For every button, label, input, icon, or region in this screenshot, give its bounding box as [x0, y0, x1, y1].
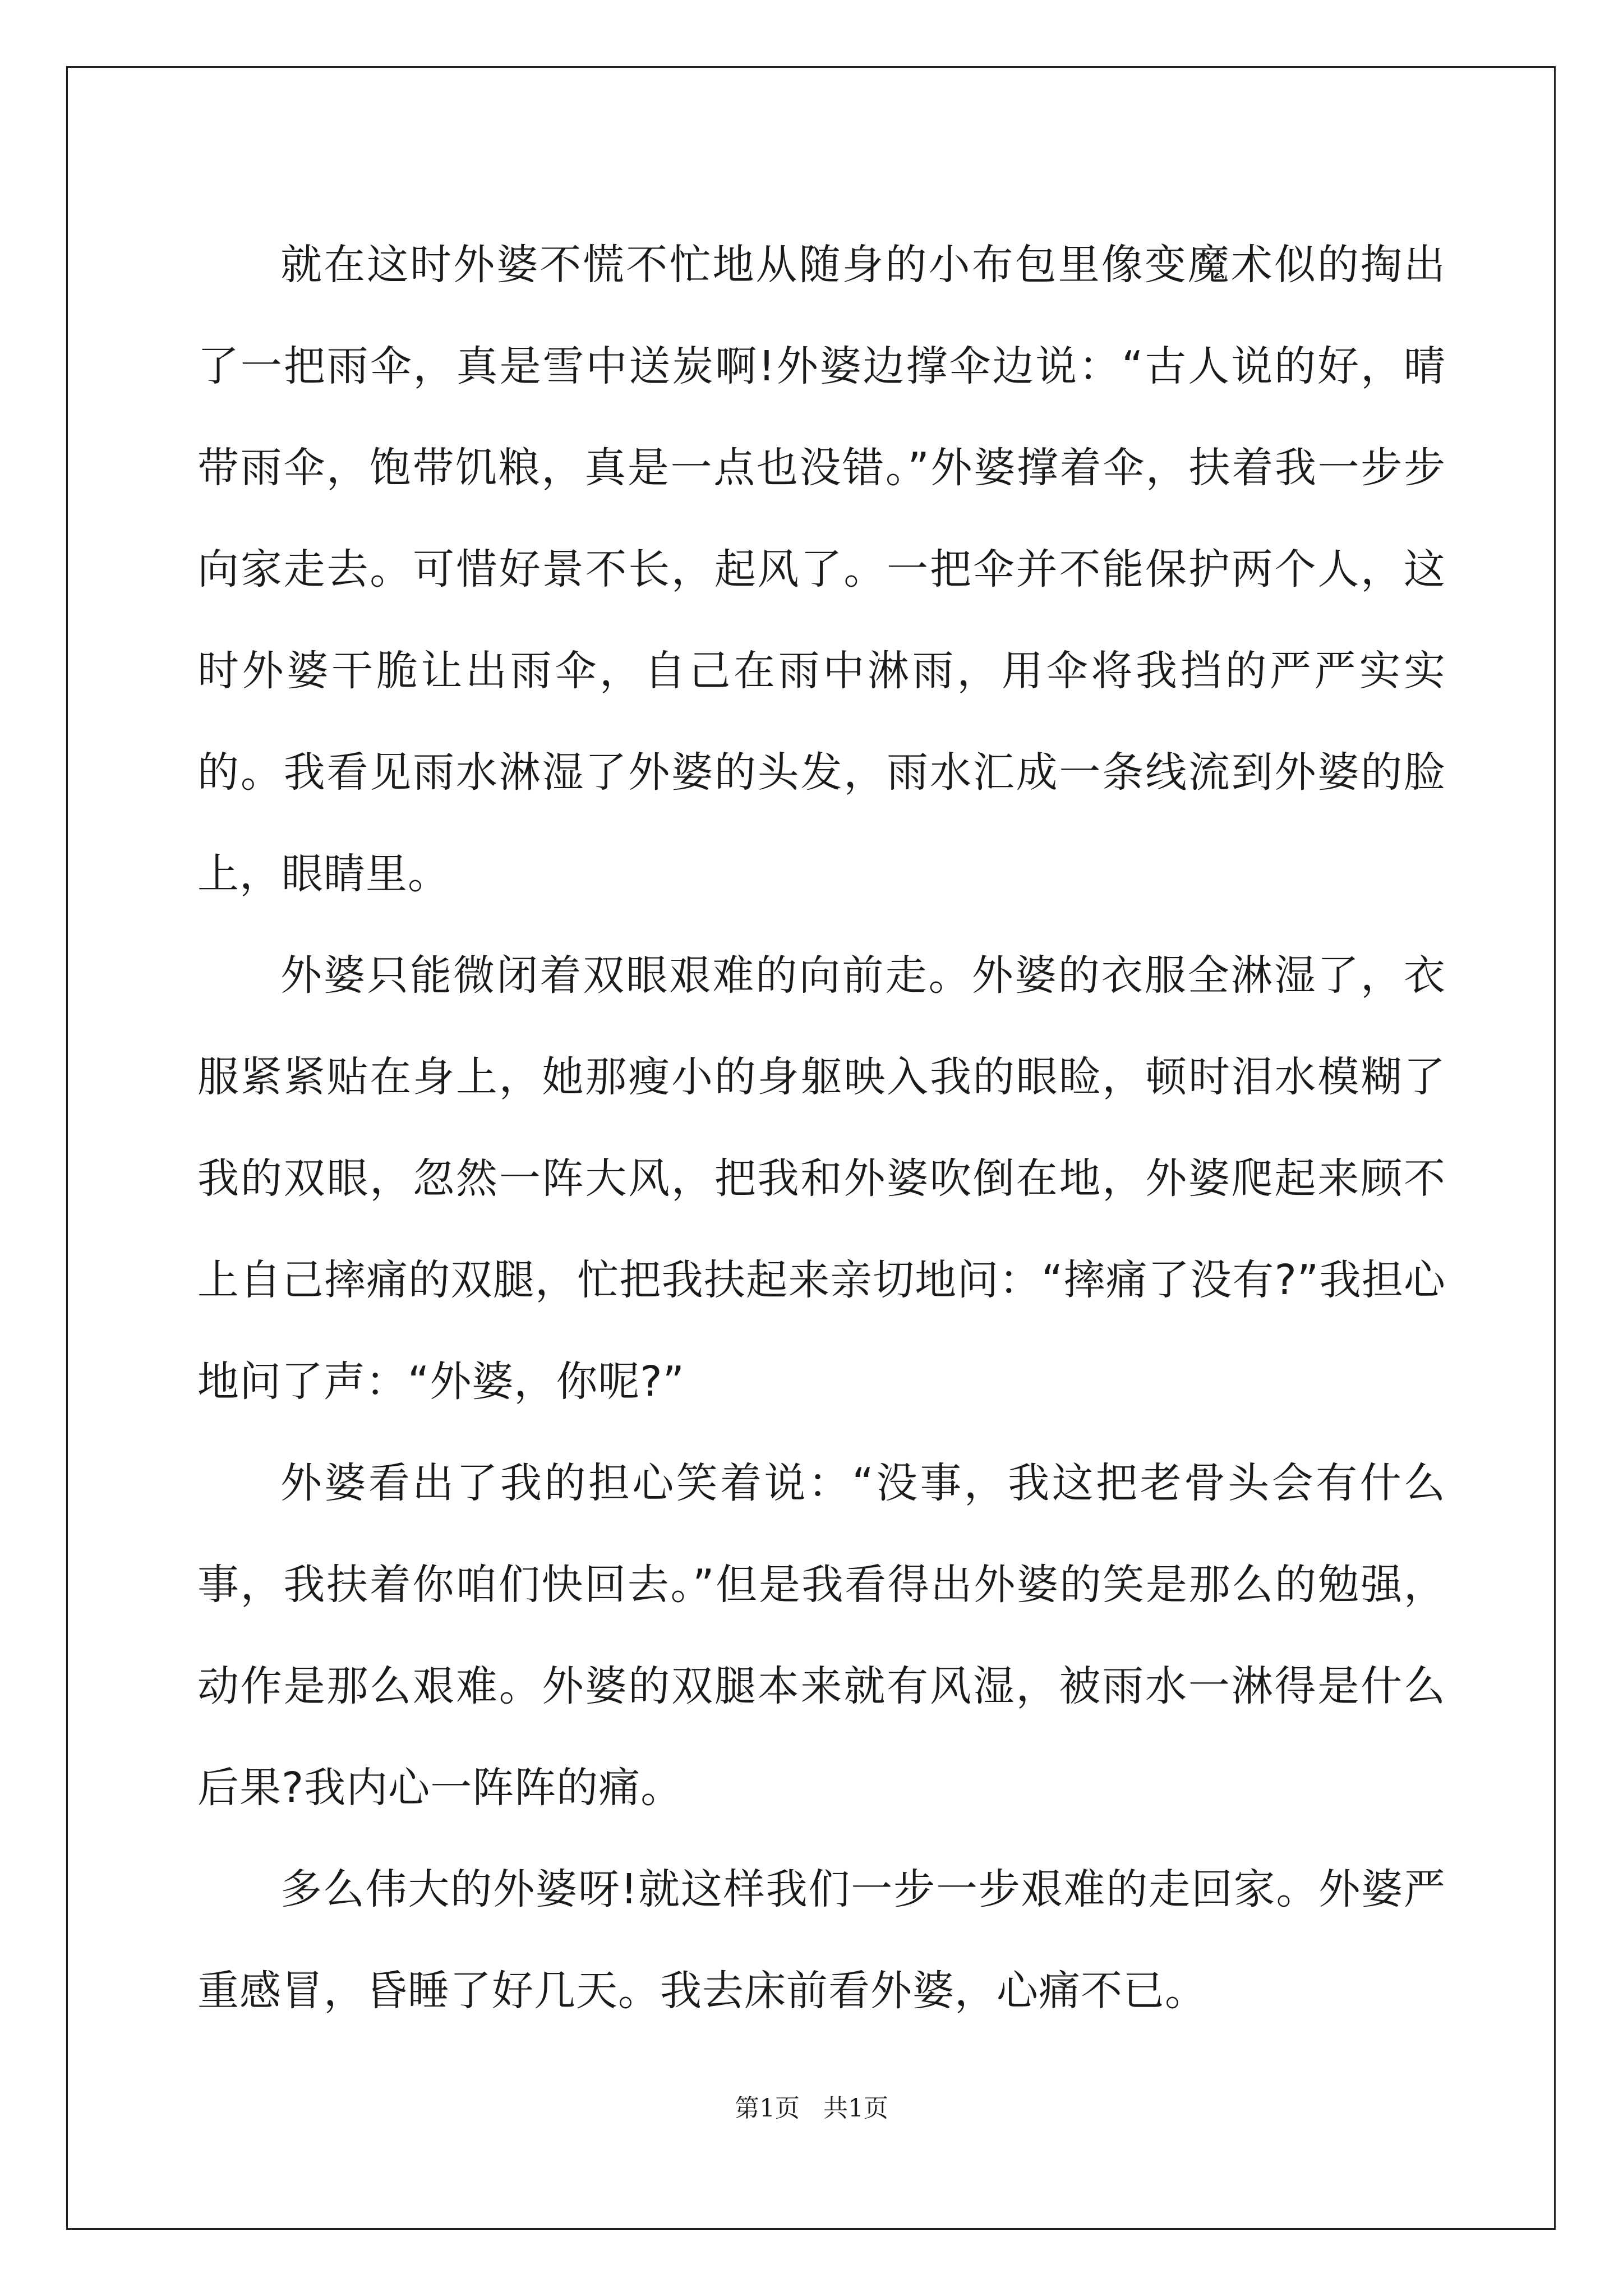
document-body [197, 214, 1446, 2042]
paragraph-2: 外婆只能微闭着双眼艰难的向前走。外婆的衣服全淋湿了，衣服紧紧贴在身上，她那瘦小的身躯映入我的眼睑，顿时泪水模糊了我的双眼，忽然一阵大风，把我和外婆吹倒在地，外婆爬起来顾不上自己摔痛的双腿，忙把我扶起来亲切地问：“摔痛了没有?”我担心地问了声：“外婆，你呢?” [197, 951, 1446, 1406]
paragraph-3: 外婆看出了我的担心笑着说：“没事，我这把老骨头会有什么事，我扶着你咱们快回去。”但是我看得出外婆的笑是那么的勉强，动作是那么艰难。外婆的双腿本来就有风湿，被雨水一淋得是什么后果?我内心一阵阵的痛。 [197, 1459, 1446, 1812]
page-number-footer: 第1页 共1页 [735, 2094, 888, 2123]
paragraph-1: 就在这时外婆不慌不忙地从随身的小布包里像变魔术似的掏出了一把雨伞，真是雪中送炭啊!外婆边撑伞边说：“古人说的好，晴带雨伞，饱带饥粮，真是一点也没错。”外婆撑着伞，扶着我一步步向家走去。可惜好景不长，起风了。一把伞并不能保护两个人，这时外婆干脆让出雨伞，自己在雨中淋雨，用伞将我挡的严严实实的。我看见雨水淋湿了外婆的头发，雨水汇成一条线流到外婆的脸上，眼睛里。 [197, 241, 1446, 898]
paragraph-4: 多么伟大的外婆呀!就这样我们一步一步艰难的走回家。外婆严重感冒，昏睡了好几天。我去床前看外婆，心痛不已。 [197, 1865, 1446, 2015]
